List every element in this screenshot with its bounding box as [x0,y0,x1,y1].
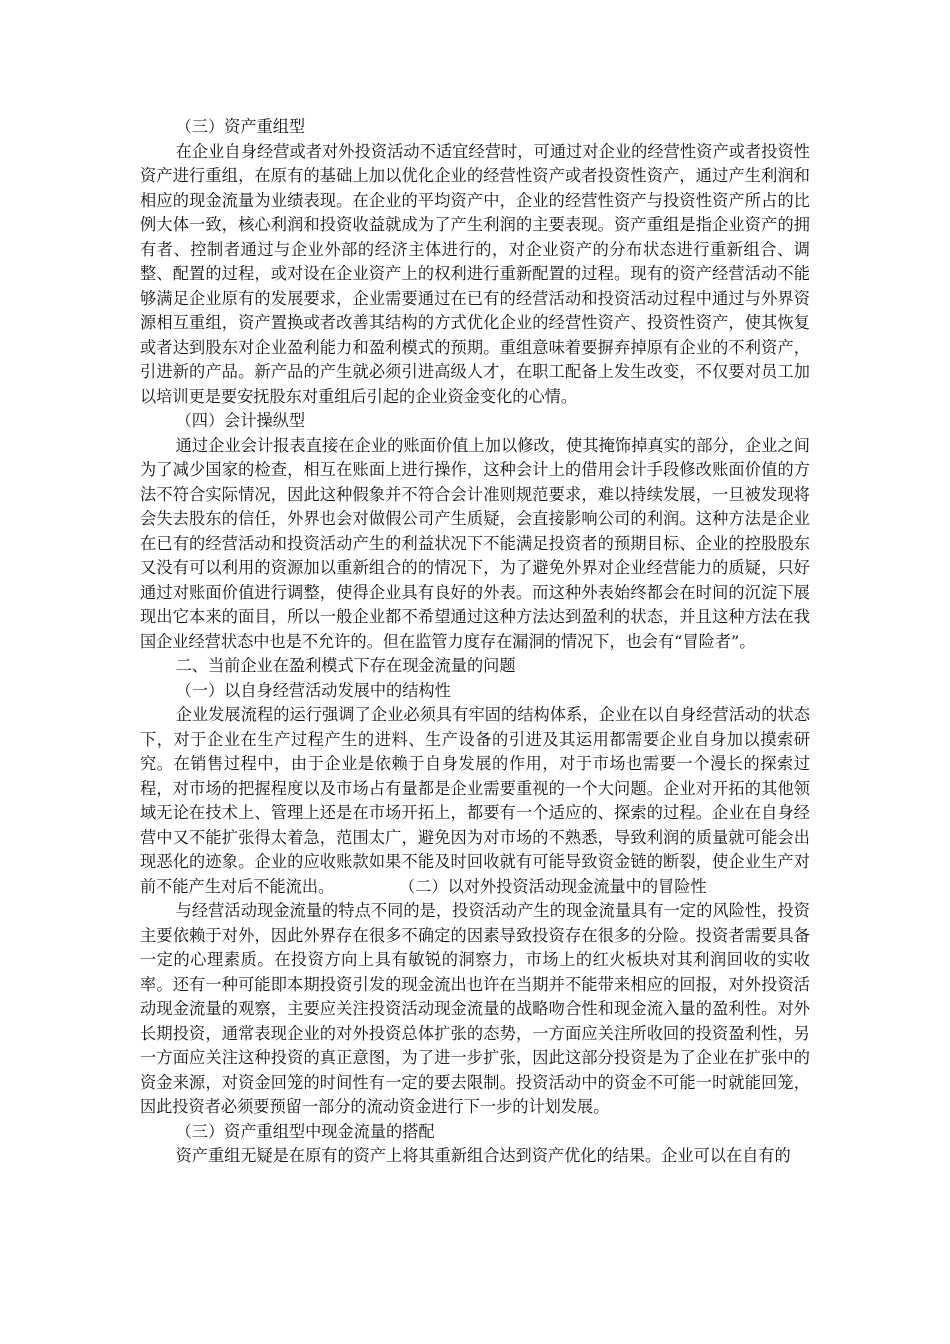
body-paragraph-structural [140,703,810,899]
section-heading-structural: （一）以自身经营活动发展中的结构性 [175,680,451,700]
body-paragraph-investment-risk: 与经营活动现金流量的特点不同的是，投资活动产生的现金流量具有一定的风险性，投资主要依赖于对外，因此外界存在很多不确定的因素导致投资存在很多的分险。投资者需要具备一定的心理素质。在投资方向上具有敏锐的洞察力，市场上的红火板块对其利润回收的实收率。还有一种可能即本期投资引发的现金流出也许在当期并不能带来相应的回报，对外投资活动现金流量的观察，主要应关注投资活动现金流量的战略吻合性和现金流入量的盈利性。对外长期投资，通常表现企业的对外投资总体扩张的态势，一方面应关注所收回的投资盈利性，另一方面应关注这种投资的真正意图，为了进一步扩张，因此这部分投资是为了企业在扩张中的资金来源，对资金回笼的时间性有一定的要去限制。投资活动中的资金不可能一时就能回笼，因此投资者必须要预留一部分的流动资金进行下一步的计划发展。 [140,901,810,1116]
body-paragraph-asset-restructuring: 在企业自身经营或者对外投资活动不适宜经营时，可通过对企业的经营性资产或者投资性资产进行重组，在原有的基础上加以优化企业的经营性资产或者投资性资产，通过产生利润和相应的现金流量为业绩表现。在企业的平均资产中，企业的经营性资产与投资性资产所占的比例大体一致，核心利润和投资收益就成为了产生利润的主要表现。资产重组是指企业资产的拥有者、控制者通过与企业外部的经济主体进行的，对企业资产的分布状态进行重新组合、调整、配置的过程，或对设在企业资产上的权利进行重新配置的过程。现有的资产经营活动不能够满足企业原有的发展要求，企业需要通过在已有的经营活动和投资活动过程中通过与外界资源相互重组，资产置换或者改善其结构的方式优化企业的经营性资产、投资性资产，使其恢复或者达到股东对企业盈利能力和盈利模式的预期。重组意味着要摒弃掉原有企业的不利资产，引进新的产品。新产品的产生就必须引进高级人才，在职工配备上发生改变，不仅要对员工加以培训更是要安抚股东对重组后引起的企业资金变化的心情。 [140,141,810,406]
section-heading-asset-restructuring: （三）资产重组型 [175,117,306,136]
section-heading-accounting-manipulation: （四）会计操纵型 [175,411,306,430]
body-paragraph-accounting-manipulation: 通过企业会计报表直接在企业的账面价值上加以修改，使其掩饰掉真实的部分，企业之间为了减少国家的检查，相互在账面上进行操作，这种会计上的借用会计手段修改账面价值的方法不符合实际情况，因此这种假象并不符合会计准则规范要求，难以持续发展，一旦被发现将会失去股东的信任，外界也会对做假公司产生质疑，会直接影响公司的利润。这种方法是企业在已有的经营活动和投资活动产生的利益状况下不能满足投资者的预期目标、企业的控股股东又没有可以利用的资源加以重新组合的的情况下，为了避免外界对企业经营能力的质疑，只好通过对账面价值进行调整，使得企业具有良好的外表。而这种外表始终都会在时间的沉淀下展现出它本来的面目，所以一般企业都不希望通过这种方法达到盈利的状态，并且这种方法在我国企业经营状态中也是不允许的。但在监管力度存在漏洞的情况下，也会有“冒险者”。 [140,435,810,651]
chapter-heading-cash-flow-problems: 二、当前企业在盈利模式下存在现金流量的问题 [175,656,516,675]
document-page [140,115,810,1169]
body-paragraph-structural-text: 企业发展流程的运行强调了企业必须具有牢固的结构体系，企业在以自身经营活动的状态下，对于企业在生产过程产生的进料、生产设备的引进及其运用都需要企业自身加以摸索研究。在销售过程中，由于企业是依赖于自身发展的作用，对于市场也需要一个漫长的探索过程，对市场的把握程度以及市场占有量都是企业需要重视的一个大问题。企业对开拓的其他领域无论在技术上、管理上还是在市场开拓上，都要有一个适应的、探索的过程。企业在自身经营中又不能扩张得太着急，范围太广，避免因为对市场的不熟悉，导致利润的质量就可能会出现恶化的迹象。企业的应收账款如果不能及时回收就有可能导致资金链的断裂，使企业生产对前不能产生对后不能流出。 [140,705,810,896]
section-heading-investment-risk: （二）以对外投资活动现金流量中的冒险性 [407,876,707,896]
body-paragraph-restructuring-cash-flow: 资产重组无疑是在原有的资产上将其重新组合达到资产优化的结果。企业可以在自有的 [175,1146,791,1165]
section-heading-restructuring-cash-flow: （三）资产重组型中现金流量的搭配 [175,1121,435,1141]
